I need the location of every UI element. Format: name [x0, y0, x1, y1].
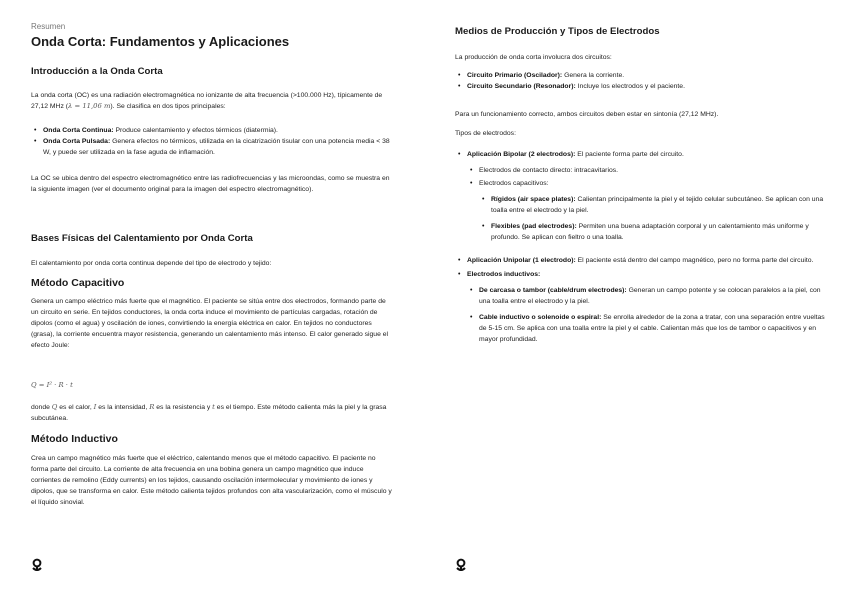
bases-paragraph: El calentamiento por onda corta continua depende del tipo de electrodo y tejido: [31, 260, 272, 267]
list-item: • Electrodos inductivos: [455, 269, 825, 280]
production-paragraph: La producción de onda corta involucra dos circuitos: [455, 54, 612, 61]
section-heading-production: Medios de Producción y Tipos de Electrodos [455, 26, 660, 37]
joule-formula: Q = I² · R · t [31, 381, 73, 389]
list-item: • Circuito Primario (Oscilador): Genera la corriente. [455, 70, 825, 81]
subheading-inductive: Método Inductivo [31, 433, 118, 445]
capacitive-paragraph: Genera un campo eléctrico más fuerte que el magnético. El paciente se sitúa entre dos electrodos, formando parte de un circuito en serie. En tejidos conductores, la onda corta induce el movimiento de partículas cargadas, rotación de dipolos (como el agua) y oscilación de iones, convirtiendo la energía eléctrica en calor. En tejidos no conductores (grasa), la corriente encuentra mayor resistencia, generando un calentamiento más intenso. El calor generado sigue el efecto Joule: [31, 298, 389, 349]
list-item: • Electrodos de contacto directo: intracavitarios. [467, 165, 825, 176]
tuning-paragraph: Para un funcionamiento correcto, ambos circuitos deben estar en sintonía (27,12 MHz). [455, 111, 719, 118]
right-page [424, 0, 848, 600]
subheading-capacitive: Método Capacitivo [31, 277, 125, 289]
list-item: • Rígidos (air space plates): Calientan principalmente la piel y el tejido celular subcutáneo. Se aplican con una toalla entre el electrodo y la piel. [479, 194, 825, 216]
intro-paragraph: La onda corta (OC) es una radiación electromagnética no ionizante de alta frecuencia (>100.000 Hz), típicamente de 27,12 MHz (λ = 11,06 m). Se clasifica en dos tipos principales: [31, 92, 383, 110]
capacitive-sublist [479, 194, 825, 243]
inductive-sublist [467, 285, 825, 345]
brand-logo-icon [455, 558, 467, 572]
bipolar-sublist [467, 165, 825, 189]
list-item: • Flexibles (pad electrodes): Permiten una buena adaptación corporal y un calentamiento más uniforme y profundo. Se aplican con fieltro o una toalla. [479, 221, 825, 243]
list-item: • Cable inductivo o solenoide o espiral: Se enrolla alrededor de la zona a tratar, con una separación entre vueltas de 5-15 cm. Se aplica con una toalla entre la piel y el cable. Calientan más que los de tambor o capacitivos y en mayor profundidad. [467, 312, 825, 345]
electrode-types-label: Tipos de electrodos: [455, 130, 516, 137]
circuits-list [455, 70, 825, 92]
eyebrow-label: Resumen [31, 22, 66, 31]
inductive-paragraph: Crea un campo magnético más fuerte que el eléctrico, calentando menos que el método capacitivo. El paciente no forma parte del circuito. La corriente de alta frecuencia en una bobina genera un campo magnético que induce corrientes de remolino (Eddy currents) en los tejidos, causando oscilación intermolecular y movimiento de iones y dipolos, que se transforma en calor. Este método calienta tejidos profundos con alta vascularización, como el músculo y el líquido sinovial. [31, 455, 392, 506]
page-title: Onda Corta: Fundamentos y Aplicaciones [31, 34, 290, 49]
list-item: • Aplicación Unipolar (1 electrodo): El paciente está dentro del campo magnético, pero no forma parte del circuito. [455, 255, 825, 266]
list-item: • Electrodos capacitivos: [467, 178, 825, 189]
wavelength-math: λ = 11,06 m [68, 102, 111, 110]
section-heading-bases: Bases Físicas del Calentamiento por Onda Corta [31, 233, 253, 244]
list-item: • Onda Corta Pulsada: Genera efectos no térmicos, utilizada en la cicatrización tisular con una potencia media < 38 W, y puede ser utilizada en la fase aguda de inflamación. [31, 136, 394, 158]
spectrum-paragraph: La OC se ubica dentro del espectro electromagnético entre las radiofrecuencias y las microondas, como se muestra en la siguiente imagen (ver el documento original para la imagen del espectro electromagnético). [31, 175, 390, 193]
electrode-tree [455, 149, 825, 345]
list-item: • Aplicación Bipolar (2 electrodos): El paciente forma parte del circuito. [455, 149, 825, 160]
bipolar-list [455, 149, 825, 160]
list-item: • Onda Corta Continua: Produce calentamiento y efectos térmicos (diatermia). [31, 125, 394, 136]
list-item: • Circuito Secundario (Resonador): Incluye los electrodos y el paciente. [455, 81, 825, 92]
brand-logo-icon [31, 558, 43, 572]
list-item: • De carcasa o tambor (cable/drum electrodes): Generan un campo potente y se colocan paralelos a la piel, con una toalla entre el electrodo y la piel. [467, 285, 825, 307]
formula-explanation: donde Q es el calor, I es la intensidad, R es la resistencia y t es el tiempo. Este método calienta más la piel y la grasa subcutánea. [31, 403, 387, 422]
types-list [31, 125, 394, 158]
section-heading-intro: Introducción a la Onda Corta [31, 66, 163, 77]
unipolar-list [455, 255, 825, 280]
